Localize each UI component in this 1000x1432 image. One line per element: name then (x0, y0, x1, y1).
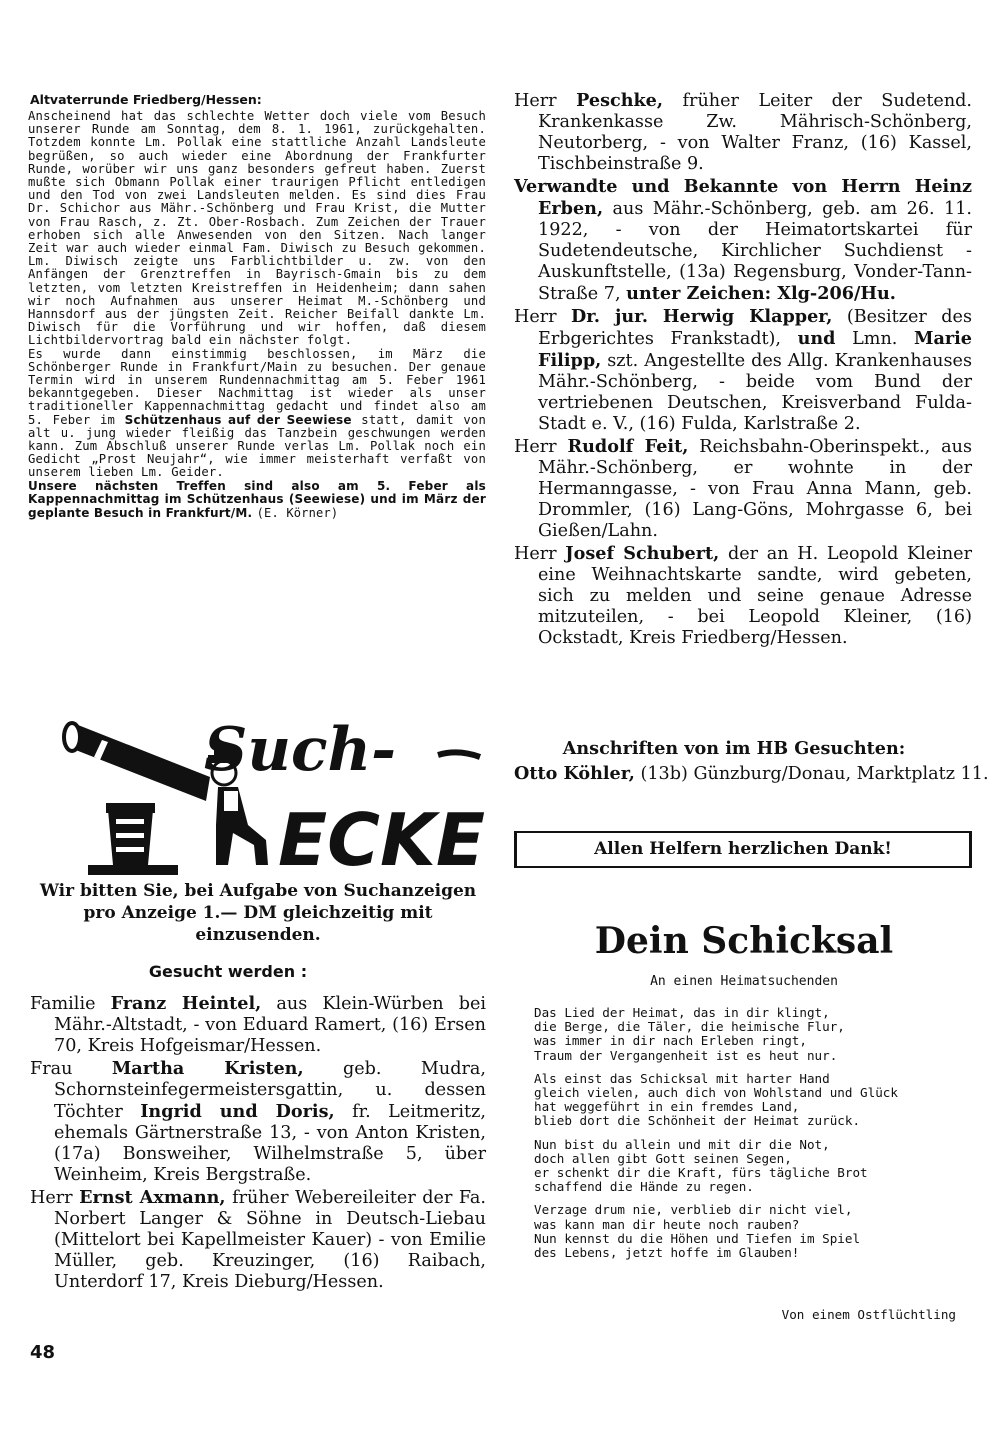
entry-name-secondary: unter Zeichen: Xlg-206/Hu. (626, 283, 896, 304)
entry-prefix: Herr (514, 307, 572, 327)
poem-line: blieb dort die Schönheit der Heimat zurück. (534, 1113, 861, 1129)
thanks-text: Allen Helfern herzlichen Dank! (594, 839, 892, 859)
poem-line: Traum der Vergangenheit ist es heut nur. (534, 1047, 838, 1063)
entry-name: Peschke, (576, 90, 663, 111)
entry-name-tertiary: Marie Filipp, (538, 328, 972, 371)
poem-line: Nun kennst du die Höhen und Tiefen im Spiel (534, 1230, 861, 1246)
page-number: 48 (30, 1342, 56, 1363)
poem-line: gleich vielen, auch dich von Wohlstand und Glück (534, 1085, 898, 1101)
right-search-entries (514, 90, 972, 649)
entry-name: Rudolf Feit, (567, 436, 689, 457)
entry-prefix: Herr (514, 437, 568, 457)
poem-line: doch allen gibt Gott seinen Segen, (534, 1150, 792, 1166)
search-entry (30, 1187, 486, 1293)
telescope-figure-icon (28, 715, 488, 880)
entry-name: Otto Köhler, (514, 763, 635, 784)
poem-stanza (534, 1138, 964, 1195)
venue-name: Schützenhaus auf der Seewiese (124, 412, 352, 427)
entry-prefix: Frau (30, 1059, 112, 1079)
club-report-paragraph-2-text: Es wurde dann einstimmig beschlossen, im März die Schönberger Runde in Frankfurt/Main zu besuchen. Der genaue Termin wird in unserem Rundennachmittag am 5. Feber 1961 bekanntgegeben. Dieser Nachmittag ist wieder als unser traditioneller Kappennachmittag gedacht und findet also am 5. Feber im (28, 346, 486, 427)
poem-line: die Berge, die Täler, die heimische Flur, (534, 1019, 845, 1035)
searched-heading: Gesucht werden : (148, 962, 308, 981)
club-report-closing-text: Unsere nächsten Treffen sind also am 5. Feber als Kappennachmittag im Schützenhaus (Seewiese) und im März der geplante Besuch in Frankfurt/M. (28, 478, 486, 520)
entry-name-secondary: und (797, 328, 836, 349)
poem-line: Als einst das Schicksal mit harter Hand (534, 1070, 830, 1086)
entry-text: aus Mähr.-Schönberg, geb. am 26. 11. 1922, - von der Heimatortskartei für Sudetendeutsche, Kirchlicher Suchdienst - Auskunftstelle, (13a) Regensburg, Vonder-Tann-Straße 7, (538, 199, 972, 304)
entry-prefix: Herr (30, 1188, 80, 1208)
poem-stanza (534, 1006, 964, 1063)
club-report-closing (28, 480, 486, 520)
entry-text: (13b) Günzburg/Donau, Marktplatz 11. (634, 764, 989, 784)
entry-name: Verwandte und Bekannte von Herrn Heinz Erben, (514, 176, 972, 219)
poem-line: Nun bist du allein und mit dir die Not, (534, 1136, 830, 1152)
poem-stanza (534, 1072, 964, 1129)
hb-address-entry (514, 763, 996, 785)
search-entry (514, 90, 972, 175)
search-notice: Wir bitten Sie, bei Aufgabe von Suchanzeigen pro Anzeige 1.— DM gleichzeitig mit einzusenden. (39, 881, 477, 945)
entry-name: Ernst Axmann, (79, 1187, 226, 1208)
poem-line: des Lebens, jetzt hoffe im Glauben! (534, 1245, 800, 1261)
left-search-entries (30, 993, 486, 1293)
poem-line: Verzage drum nie, verblieb dir nicht viel, (534, 1202, 853, 1218)
entry-name: Franz Heintel, (110, 993, 262, 1014)
such-ecke-logo (28, 715, 488, 880)
entry-prefix: Herr (514, 91, 577, 111)
poem-stanza (534, 1203, 964, 1260)
search-entry (514, 436, 972, 542)
search-entry (30, 1058, 486, 1186)
entry-name-secondary: Ingrid und Doris, (140, 1101, 335, 1122)
poem-line: schaffend die Hände zu regen. (534, 1179, 754, 1195)
search-entry (30, 993, 486, 1057)
search-entry (514, 176, 972, 305)
entry-text: geb. Mudra, Schornsteinfegermeistersgattin, u. dessen Töchter (54, 1059, 486, 1122)
entry-name: Josef Schubert, (565, 543, 720, 564)
thanks-box (514, 831, 972, 868)
poem-line: er schenkt dir die Kraft, fürs tägliche Brot (534, 1165, 868, 1181)
entry-prefix: Herr (514, 544, 566, 564)
entry-text-continued: fr. Leitmeritz, ehemals Gärtnerstraße 13, - von Anton Kristen, (17a) Bonsweiher, Wilhelmstraße 5, über Weinheim, Kreis Bergstraße. (54, 1102, 486, 1185)
poem-author: Von einem Ostflüchtling (781, 1307, 956, 1322)
poem-title: Dein Schicksal (594, 920, 894, 962)
such-script-word: Such- (204, 715, 397, 785)
poem-subtitle: An einen Heimatsuchenden (650, 974, 838, 989)
poem-line: Das Lied der Heimat, das in dir klingt, (534, 1005, 830, 1020)
entry-text: früher Leiter der Sudetend. Krankenkasse Zw. Mährisch-Schönberg, Neutorberg, - von Walter Franz, (16) Kassel, Tischbeinstraße 9. (538, 91, 973, 174)
entry-text: früher Webereileiter der Fa. Norbert Langer & Söhne in Deutsch-Liebau (Mittelort bei Kapellmeister Kauer) - von Emilie Müller, geb. Kreuzinger, (16) Raibach, Unterdorf 17, Kreis Dieburg/Hessen. (54, 1188, 486, 1292)
entry-name: Martha Kristen, (111, 1058, 304, 1079)
club-report-paragraph-2-rest: statt, damit von alt u. jung wieder fleißig das Tanzbein geschwungen werden kann. Zum Abschluß unserer Runde verlas Lm. Pollak noch ein Gedicht „Prost Neujahr“, wie immer meisterhaft verfaßt von unserem lieben Lm. Geider. (28, 412, 487, 480)
search-entry (514, 306, 972, 435)
entry-text: aus Klein-Würben bei Mähr.-Altstadt, - von Eduard Ramert, (16) Ersen 70, Kreis Hofgeismar/Hessen. (54, 994, 487, 1056)
entry-prefix: Familie (30, 994, 111, 1014)
entry-text: (Besitzer des Erbgerichtes Frankstadt), (538, 307, 972, 349)
club-report-paragraph-1: Anscheinend hat das schlechte Wetter doch viele vom Besuch unserer Runde am Sonntag, dem 8. 1. 1961, zurückgehalten. Totzdem konnte Lm. Pollak eine stattliche Anzahl Landsleute begrüßen, so auch wieder eine Abordnung der Frankfurter Runde, worüber wir uns ganz besonders gefreut haben. Zuerst mußte sich Obmann Pollak einer traurigen Pflicht entledigen und den Tod von zwei Landsleuten melden. Es sind dies Frau Dr. Schichor aus Mähr.-Schönberg und Frau Krist, die Mutter von Frau Rasch, z. Zt. Ober-Rosbach. Zum Zeichen der Trauer erhoben sich alle Anwesenden von den Sitzen. Nach langer Zeit war auch wieder einmal Fam. Diwisch zu Besuch gekommen. Lm. Diwisch zeigte uns Farblichtbilder u. zw. von den Anfängen der Grenztreffen in Bayrisch-Gmain bis zu dem letzten, vom letzten Kreistreffen in Heidenheim; dann sahen wir noch Aufnahmen aus unserer Heimat M.-Schönberg und Hannsdorf aus der jüngsten Zeit. Reicher Beifall dankte Lm. Diwisch für die Vorführung und wir hoffen, daß diesem Lichtbildervortrag bald ein nächster folgt. (28, 109, 486, 348)
entry-text-final: szt. Angestellte des Allg. Krankenhauses Mähr.-Schönberg, - beide vom Bund der vertriebenen Deutschen, Kreisverband Fulda-Stadt e. V., (16) Fulda, Karlstraße 2. (538, 351, 972, 434)
entry-text-continued: Lmn. (835, 329, 914, 349)
poem-body (534, 1006, 964, 1269)
poem-line: was kann man dir heute noch rauben? (534, 1216, 800, 1232)
search-entry (514, 543, 972, 649)
entry-text: Reichsbahn-Oberinspekt., aus Mähr.-Schönberg, er wohnte in der Hermanngasse, - von Frau Anna Mann, geb. Drommler, (16) Lang-Göns, Mohrgasse 6, bei Gießen/Lahn. (538, 437, 972, 541)
poem-line: hat weggeführt in ein fremdes Land, (534, 1099, 800, 1115)
entry-text: der an H. Leopold Kleiner eine Weihnachtskarte sandte, wird gebeten, sich zu melden und seine genaue Adresse mitzuteilen, - bei Leopold Kleiner, (16) Ockstadt, Kreis Friedberg/Hessen. (538, 544, 972, 648)
club-report-author: (E. Körner) (256, 505, 339, 520)
hb-addresses-heading: Anschriften von im HB Gesuchten: (562, 738, 906, 759)
entry-name: Dr. jur. Herwig Klapper, (571, 306, 833, 327)
club-report-body (28, 110, 486, 520)
ecke-block-word: ECKE (278, 798, 485, 880)
club-report-paragraph-2 (28, 348, 486, 480)
poem-line: was immer in dir nach Erleben ringt, (534, 1033, 807, 1049)
club-report-heading: Altvaterrunde Friedberg/Hessen: (30, 92, 262, 107)
